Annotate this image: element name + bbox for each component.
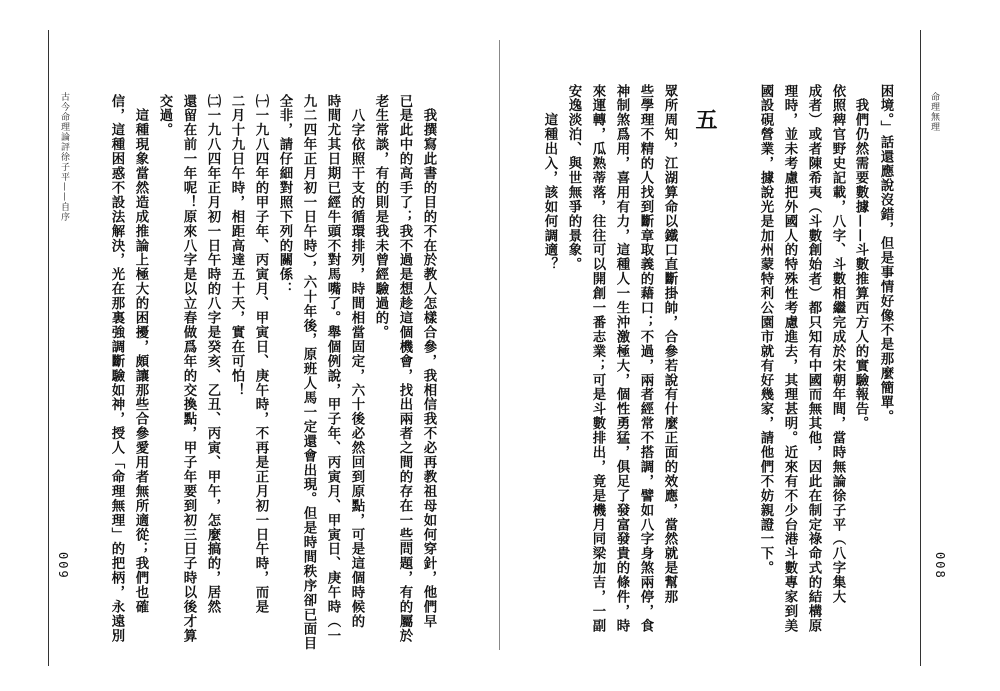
right-page-frame	[920, 30, 921, 666]
right-column-14: 這種出入，該如何調適？	[542, 84, 558, 272]
left-column-8: ㈠一九八四年的甲子年、丙寅月、甲寅日、庚午時，不再是正月初一日午時，而是	[253, 94, 269, 615]
right-column-9: 眾所周知，江湖算命以鐵口直斷掛帥，合參若說有什麼正面的效應，當然就是幫那	[662, 84, 678, 605]
left-column-1: 我撰寫此書的目的不在於教人怎樣合參，我相信我不必再教祖母如何穿針，他們早	[421, 94, 437, 629]
left-column-11: 還留在前一年呢！原來八字是以立春做爲年的交換點，甲子年要到初三日子時以後才算	[181, 94, 197, 644]
left-column-2: 已是此中的高手了；我不過是想趁這個機會，找出兩者之間的存在一些問題，有的屬於	[397, 94, 413, 644]
left-page-number: 009	[56, 552, 70, 580]
right-column-13: 安逸淡泊、與世無爭的景象。	[566, 84, 582, 272]
left-column-14: 信，這種困惑不設法解決，光在那裏強調斷驗如神，授人「命理無理」的把柄，永遠別	[109, 94, 125, 644]
section-heading: 五	[692, 108, 718, 130]
left-column-9: 二月十九日午時，相距高達五十天，實在可怕！	[229, 94, 245, 398]
right-running-title: 命理無理	[929, 92, 939, 132]
right-column-5: 理時，並未考慮把外國人的特殊性考慮進去，其理甚明。近來有不少台港斗數專家到美	[782, 84, 798, 634]
right-column-6: 國設硯營業，據說光是加州蒙特利公園市就有好幾家，請他們不妨親證一下。	[758, 84, 774, 576]
gutter-line	[499, 40, 500, 650]
right-column-2: 我們仍然需要數據——斗數推算西方人的實驗報告。	[853, 84, 869, 431]
left-running-title: 古今命理論評徐子平——自序	[59, 92, 69, 222]
left-column-10: ㈡一九八四年正月初一日午時的八字是癸亥、乙丑、丙寅、甲午，怎麼搞的，居然	[205, 94, 221, 615]
left-column-5: 時間尤其日期已經牛頭不對馬嘴了。舉個例說，甲子年、丙寅月、甲寅日、庚午時（一	[325, 94, 341, 644]
left-column-12: 交過。	[157, 94, 173, 138]
right-column-4: 成者）或者陳希夷（斗數創始者）都只知有中國而無其他，因此在制定祿命式的結構原	[806, 84, 822, 634]
left-column-13: 這種現象當然造成推論上極大的困擾，頗讓那些合參愛用者無所適從；我們也確	[133, 94, 149, 615]
left-column-3: 老生常談，有的則是我未曾經驗過的。	[373, 94, 389, 340]
left-column-4: 八字依照干支的循環排列，時間相當固定，六十後必然回到原點，可是這個時候的	[349, 94, 365, 629]
left-column-6: 九二四年正月初一日午時），六十年後，原班人馬一定還會出現。但是時間秩序卻已面目	[301, 94, 317, 651]
right-column-12: 來運轉，瓜熟蒂落，往往可以開創一番志業；可是斗數排出，竟是機月同梁加吉，一副	[590, 84, 606, 634]
left-page-frame	[48, 30, 49, 666]
right-column-1: 困境。」話還應說沒錯，但是事情好像不是那麼簡單。	[878, 84, 894, 425]
right-page-number: 008	[933, 552, 947, 580]
right-column-11: 神制煞爲用，喜用有力，這種人一生沖激極大，個性勇猛，俱足了發富發貴的條件，時	[614, 84, 630, 634]
right-column-3: 依照稗官野史記載，八字、斗數相繼完成於宋朝年間，當時無論徐子平（八字集大	[830, 84, 846, 605]
left-column-7: 全非，請仔細對照下列的關係：	[277, 94, 293, 297]
right-column-10: 些學理不精的人找到斷章取義的藉口；不過，兩者經常不搭調，譬如八字身煞兩停，食	[638, 84, 654, 634]
